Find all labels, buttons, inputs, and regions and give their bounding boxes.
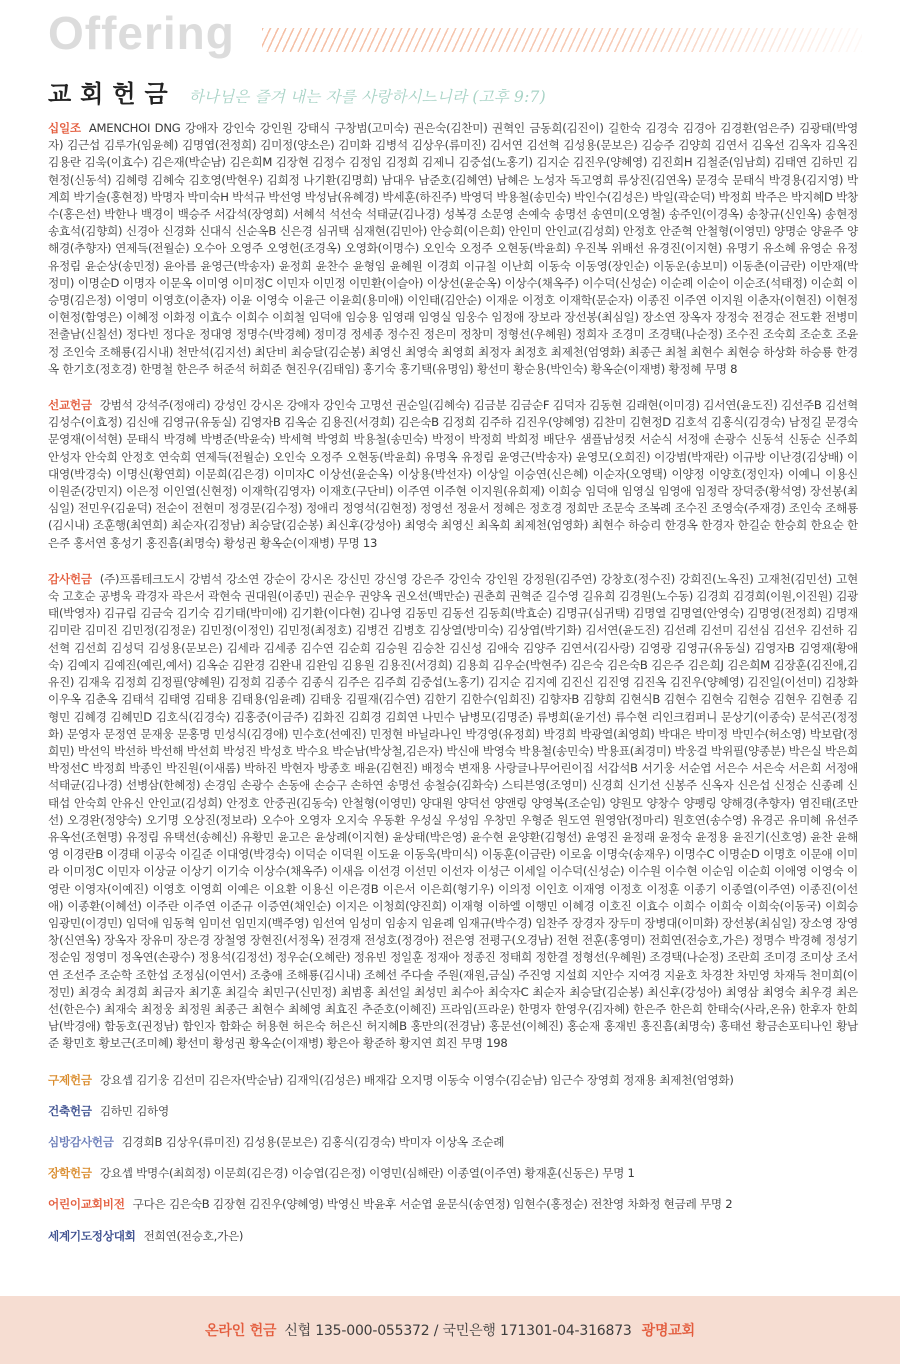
section-category: 어린이교회비전: [48, 1197, 125, 1212]
section-category: 선교헌금: [48, 398, 92, 413]
section-category: 감사헌금: [48, 571, 92, 586]
section-category: 장학헌금: [48, 1166, 92, 1181]
section-category: 구제헌금: [48, 1072, 92, 1087]
online-offering-footer: [0, 1296, 900, 1364]
bank-accounts: 신협 135-000-055372 / 국민은행 171301-04-316873: [284, 1323, 632, 1339]
section-category: 십일조: [48, 121, 81, 135]
section-category: 심방감사헌금: [48, 1134, 114, 1149]
title-row: [48, 74, 546, 109]
section-names: 강범석 강석주(정애리) 강성인 강시온 강애자 강인숙 고명선 권순일(김혜숙) 김금분 김금순F 김덕자 김동현 김래현(이미경) 김서연(윤도진) 김선주B 김선혁 김성수(이효정) 김신애 김영규(유동실) 김영자B 김옥순 김용진(서경희) 김은숙B 김정희 김주하 김진우(양혜영) 김찬미 김현정D 김호석 김홍식(김경숙) 남정길 문경숙 문영재(이석현) 문태식 박경혜 박병준(박윤숙) 박세혁 박영희 박용철(송민숙) 박정이 박정희 박희정 배단우 샘플남성컷 서순식 서정애 손광수 신동석 신동순 신주희 안성자 안숙희 안정호 연숙희 연제득(전월순) 오인숙 오정주 오현동(박윤희) 유명옥 유정림 윤영근(박송자) 윤영모(오희진) 이강범(박재란) 이규방 이난경(김상배) 이대영(박경숙) 이명신(황연희) 이문희(김은경) 이미자C 이상선(윤순옥) 이상용(박선자) 이상일 이승연(신은혜) 이순자(오영택) 이양정 이양호(정인자) 이예니 이용신 이원준(강민지) 이은정 이인열(신현정) 이재학(김영자) 이재호(구단비) 이주연 이주현 이지원(유희제) 이희승 임덕애 임영실 임영애 임정락 장덕중(황석영) 장선봉(최심일) 전민우(김윤덕) 전순이 전현미 정경문(김수정) 정애리 정영석(김현정) 정영선 정윤서 정혜은 정호경 정희만 조문숙 조복례 조수진 조영숙(주재경) 조인숙 조해룡(김시내) 조훈행(최연희) 최순자(김정남) 최승달(김순봉) 최신후(강성아) 최영숙 최영신 최옥희 최제천(엄영화) 최현수 하승리 한경옥 한경자 한길순 한승희 한요순 한은주 홍서연 홍성기 홍진흠(최명숙) 황성권 황옥순(이재병) 무명 13: [48, 398, 858, 550]
offering-section-world-prayer: [48, 1228, 858, 1245]
section-category: 건축헌금: [48, 1103, 92, 1118]
section-names: 강요셉 박명수(최희정) 이문희(김은경) 이승엽(김은정) 이영민(심해란) 이종열(이주연) 황재훈(신동은) 무명 1: [99, 1166, 635, 1181]
offering-section-children-vision: [48, 1196, 858, 1213]
section-names: AMENCHOI DNG 강애자 강인숙 강인원 강태식 구창범(고미숙) 권은숙(김찬미) 권혁인 금동희(김진이) 길한숙 김경숙 김경아 김경환(엄은주) 김광태(박영자) 김근섭 김루가(임윤혜) 김명엽(전정희) 김미정(양소은) 김미화 김병석 김상우(류미진) 김서연 김선혁 김성용(문보은) 김승주 김양희 김연서 김옥선 김옥자 김옥진 김용란 김욱(이효수) 김은재(박순남) 김은희M 김장현 김정수 김정임 김정희 김제니 김중섭(노홍기) 김지순 김진우(양혜영) 김진희H 김철준(임남희) 김태연 김하민 김현정(신동석) 김혜령 김혜숙 김호영(박현우) 김희정 나기환(김명희) 남대우 남준호(김혜연) 남혜은 노성자 독고영희 류상진(김연옥) 문경숙 문태식 박경용(김지영) 박계희 박기술(홍현정) 박명자 박미숙H 박석규 박선영 박성남(유혜경) 박세훈(하진주) 박영덕 박용철(송민숙) 박인수(김성은) 박일(곽순덕) 박정희 박주은 박지혜D 박창수(홍은선) 박한나 백경이 백승주 서갑석(장영희) 서혜석 석선숙 석태균(김나경) 성복경 소문영 손예숙 송명선 송연미(오영철) 송주인(이경옥) 송창규(신인옥) 송현정 송효석(김향희) 신경아 신경화 신대식 신순옥B 신은경 심귀택 심재현(김민아) 안승희(이은희) 안인미 안인교(김성희) 안정호 안준혁 안철형(이영민) 양명순 양윤주 양해경(추향자) 연제득(전월순) 오수아 오영주 오영헌(조경옥) 오영화(이명수) 오인숙 오정주 오현동(박윤희) 우진복 위배선 유경진(이지현) 유명기 유소혜 유영순 유정 유정림 윤순상(송민정) 윤아름 윤영근(박송자) 윤정희 윤찬수 윤형임 윤혜원 이경희 이규칠 이난희 이동숙 이동영(장인순) 이동운(송보미) 이동춘(이금란) 이만재(박정미) 이명순D 이명자 이문옥 이미영 이미정C 이민자 이민정 이민환(이슬아) 이상선(윤순옥) 이상수(채옥주) 이수덕(신성순) 이순례 이순이 이순조(석태정) 이순희 이승명(김은정) 이영미 이영호(이춘자) 이윤 이영숙 이윤근 이윤희(용미애) 이인태(김안순) 이재운 이정호 이재학(문순자) 이종진 이주연 이지원 이춘자(이현진) 이현정 이현정(함영은) 이혜정 이화정 이효수 이희수 이희철 임덕애 임승용 임영래 임영실 임웅수 임정애 장보라 장선봉(최심일) 장소연 장옥자 장정숙 전경순 전도환 전병미 전출남(신칠선) 정다빈 정다운 정대영 정명수(박경혜) 정미경 정세종 정수진 정은미 정창미 정형선(우혜원) 정희자 조경미 조경택(나순정) 조수진 조숙희 조순호 조윤정 조인숙 조해룡(김시내) 천만석(김지선) 최단비 최승달(김순봉) 최영신 최영숙 최영희 최정자 최정호 최제천(엄영화) 최종근 최철 최현수 최현승 하상화 하승룡 한경옥 한기호(정호경) 한명철 한은주 허준석 허희준 현진우(김태임) 홍기숙 홍기택(유명임) 황선미 황순용(박인숙) 황옥순(이재병) 황정혜 무명 8: [48, 121, 858, 376]
decorative-hatch-fade: [262, 28, 862, 52]
bible-verse: 하나님은 즐겨 내는 자를 사랑하시느니라 (고후 9:7): [188, 88, 546, 106]
offering-section-scholarship: [48, 1165, 858, 1182]
online-offering-label: 온라인 헌금: [205, 1323, 277, 1339]
offering-section-mission: [48, 397, 858, 552]
offering-section-relief: [48, 1072, 858, 1089]
section-names: 김하민 김하영: [99, 1103, 169, 1118]
offering-list: [48, 120, 858, 1245]
section-names: 김경희B 김상우(류미진) 김성용(문보은) 김홍식(김경숙) 박미자 이상옥 조순례: [121, 1134, 505, 1149]
section-names: 강요셉 김기웅 김선미 김은자(박순남) 김재익(김성은) 배재갑 오지명 이동숙 이영수(김순남) 임근수 장영희 정재용 최제천(엄영화): [99, 1072, 734, 1087]
offering-section-tithe: [48, 120, 858, 378]
section-category: 세계기도정상대회: [48, 1228, 136, 1243]
offering-section-visit-thanks: [48, 1134, 858, 1151]
offering-section-building: [48, 1103, 858, 1120]
main-title: 교회헌금: [48, 80, 177, 108]
section-names: (주)프롬테크도시 강범석 강소연 강순이 강시온 강신민 강신영 강은주 강인숙 강인원 강정원(김주연) 강창호(정수진) 강희진(노옥진) 고재천(김민선) 고현숙 고호순 공병욱 곽경자 곽은서 곽현숙 권대원(이종민) 권순우 권양옥 권오선(백만순) 권춘희 권혁준 길수영 길유희 김경원(노수동) 김경희 김경희(이원,이진원) 김광태(박영자) 김규림 김금숙 김기숙 김기태(박미애) 김기환(이다현) 김나영 김동민 김동선 김동희(박효순) 김명규(심귀택) 김명열 김명열(안영숙) 김명영(전정희) 김명재 김미란 김미진 김민정(김정운) 김민정(이정인) 김민정(최정호) 김병건 김병호 김상열(방미숙) 김상엽(박기화) 김서연(윤도진) 김선례 김선미 김선심 김선우 김선하 김선혁 김선희 김성덕 김성용(문보은) 김세라 김세종 김수연 김순희 김승원 김승찬 김신성 김애숙 김양주 김연서(김사랑) 김영광 김영규(유동실) 김영자B 김영재(황애숙) 김예지 김예진(예린,예서) 김옥순 김완경 김완내 김완임 김용원 김용진(서경희) 김용희 김우순(박현주) 김은숙 김은숙B 김은주 김은희J 김은희M 김장훈(김진애,김유진) 김재욱 김정희 김정필(양혜원) 김정희 김종수 김종식 김주은 김주희 김중섭(노홍기) 김지순 김지예 김진신 김진영 김진옥 김진우(양혜영) 김진일(이선미) 김창화 이우옥 김춘옥 김태석 김태영 김태용 김태용(임윤례) 김태웅 김필재(김수연) 김한기 김한수(임희진) 김향자B 김향희 김현식B 김현수 김현숙 김현승 김현우 김현종 김형민 김혜경 김혜민D 김호식(김경숙) 김홍중(이금주) 김화진 김희경 김희연 나민수 남병모(김명준) 류병희(윤기선) 류수현 리인크컴퍼니 문상기(이종숙) 문석곤(정정화) 문영자 문정연 문재웅 문홍명 민성식(김경애) 민수호(선예진) 민정현 바닐라나인 박경영(유정희) 박경희 박광열(최영희) 박대은 박미정 박민수(허소영) 박보람(정희민) 박선익 박선하 박선해 박선희 박성진 박성호 박수요 박순남(박상철,김은자) 박신애 박영숙 박용철(송민숙) 박용표(최경미) 박웅걸 박위필(양종분) 박은실 박은희 박정선C 박정희 박종인 박진원(이새롬) 박하진 박현자 방종호 배윤(김현진) 배정숙 변재용 사랑글나무어린이집 서갑석B 서기웅 서순엽 서은수 서은숙 서은희 서정애 석태균(김나경) 선병삼(한혜정) 손경임 손광수 손동애 손승구 손하연 송명선 송철승(김화숙) 스티븐영(조영미) 신경희 신기선 신봉주 신옥자 신은섭 신정순 신종례 신태섭 안숙희 안유신 안인교(김성희) 안정호 안중권(김동숙) 안철형(이영민) 양대원 양덕선 양앤링 양영복(조순임) 양원모 양창수 양펭링 양해경(추향자) 염진태(조만선) 오경완(정양숙) 오기명 오상진(정보라) 오수아 오영자 오지숙 우동환 우성실 우성임 우창민 우형준 원도연 원영암(정마리) 원호연(송수영) 유경곤 유미혜 유선주 유옥선(조현명) 유정림 유택선(송혜신) 유황민 윤고은 윤상례(이지현) 윤상태(박은영) 윤수현 윤양환(김형선) 윤영진 윤정래 윤정숙 윤정용 윤진기(신호영) 윤찬 윤해영 이경란B 이경태 이공숙 이길준 이대영(박경숙) 이덕순 이덕원 이도윤 이동욱(박미식) 이동훈(이금란) 이로움 이명숙(송재우) 이명수C 이명순D 이명호 이문애 이미라 이미정C 이민자 이상균 이상기 이기숙 이상수(채옥주) 이새음 이선경 이선민 이선자 이성근 이세일 이수덕(신성순) 이수원 이수현 이순임 이순희 이애영 이영숙 이영란 이영자(이예진) 이영호 이영희 이예은 이요환 이용신 이은경B 이은서 이은희(형기우) 이의정 이인호 이재영 이정호 이정훈 이종기 이종열(이주연) 이종진(이선애) 이종환(이혜선) 이주란 이주연 이준규 이증연(채인순) 이지은 이청희(양진희) 이재형 이하엘 이행민 이혜경 이호진 이효수 이희수 이희숙 이희숙(이동국) 이희승 임광민(이경민) 임덕애 임동혁 임미선 임민지(백주영) 임선여 임성미 임송지 임윤례 임재규(박수경) 임찬주 장경자 장두미 장병대(이미화) 장선봉(최심일) 장소영 장영창(신연옥) 장옥자 장유미 장은경 장철영 장현진(서정옥) 전경재 전성호(정경아) 전은영 전평구(오경남) 전현 전훈(홍영미) 전희연(전승호,가은) 정명수 박경혜 정성기 정순임 정영미 정옥연(손광수) 정용석(김정선) 정우순(오혜란) 정유빈 정일훈 정재아 정종진 정태희 정한결 정형선(우혜원) 조경택(나순정) 조란희 조미경 조미상 조서연 조선주 조순학 조한섭 조정심(이연서) 조충애 조해룡(김시내) 조혜선 주다솔 주원(재원,금실) 주진영 지설희 지안수 지여경 지윤호 차경찬 차민영 차재득 천미희(이정민) 최경숙 최경희 최금자 최기훈 최길숙 최민구(신민정) 최범홍 최선일 최성민 최수아 최숙자C 최순자 최승달(김순봉) 최신후(강성아) 최영삼 최영숙 최우경 최은선(한은수) 최재숙 최정웅 최정원 최종근 최현수 최혜영 최효진 추준호(이혜진) 프라임(프라운) 한명자 한영우(김자혜) 한은주 한은희 한태숙(사라,온유) 한후자 한희남(박경애) 함동호(권정남) 함인자 함화순 허용현 허은숙 허은신 허지혜B 홍만의(전경남) 홍문선(이혜진) 홍순재 홍재빈 홍진흠(최명숙) 홍태선 황금손포티나인 황남준 황민호 황보근(조미혜) 황선미 황성권 황옥순(이재병) 황은아 황준하 황지연 희진 무명 198: [48, 571, 858, 1051]
page-header-title: Offering: [48, 7, 235, 59]
church-name: 광명교회: [641, 1323, 695, 1339]
offering-section-thanks: [48, 571, 858, 1053]
section-names: 구다은 김은숙B 김장현 김진우(양혜영) 박영신 박윤후 서순엽 윤문식(송연정) 임현수(홍정순) 전찬영 차화정 현금레 무명 2: [132, 1197, 733, 1212]
section-names: 전희연(전승호,가은): [143, 1228, 244, 1243]
